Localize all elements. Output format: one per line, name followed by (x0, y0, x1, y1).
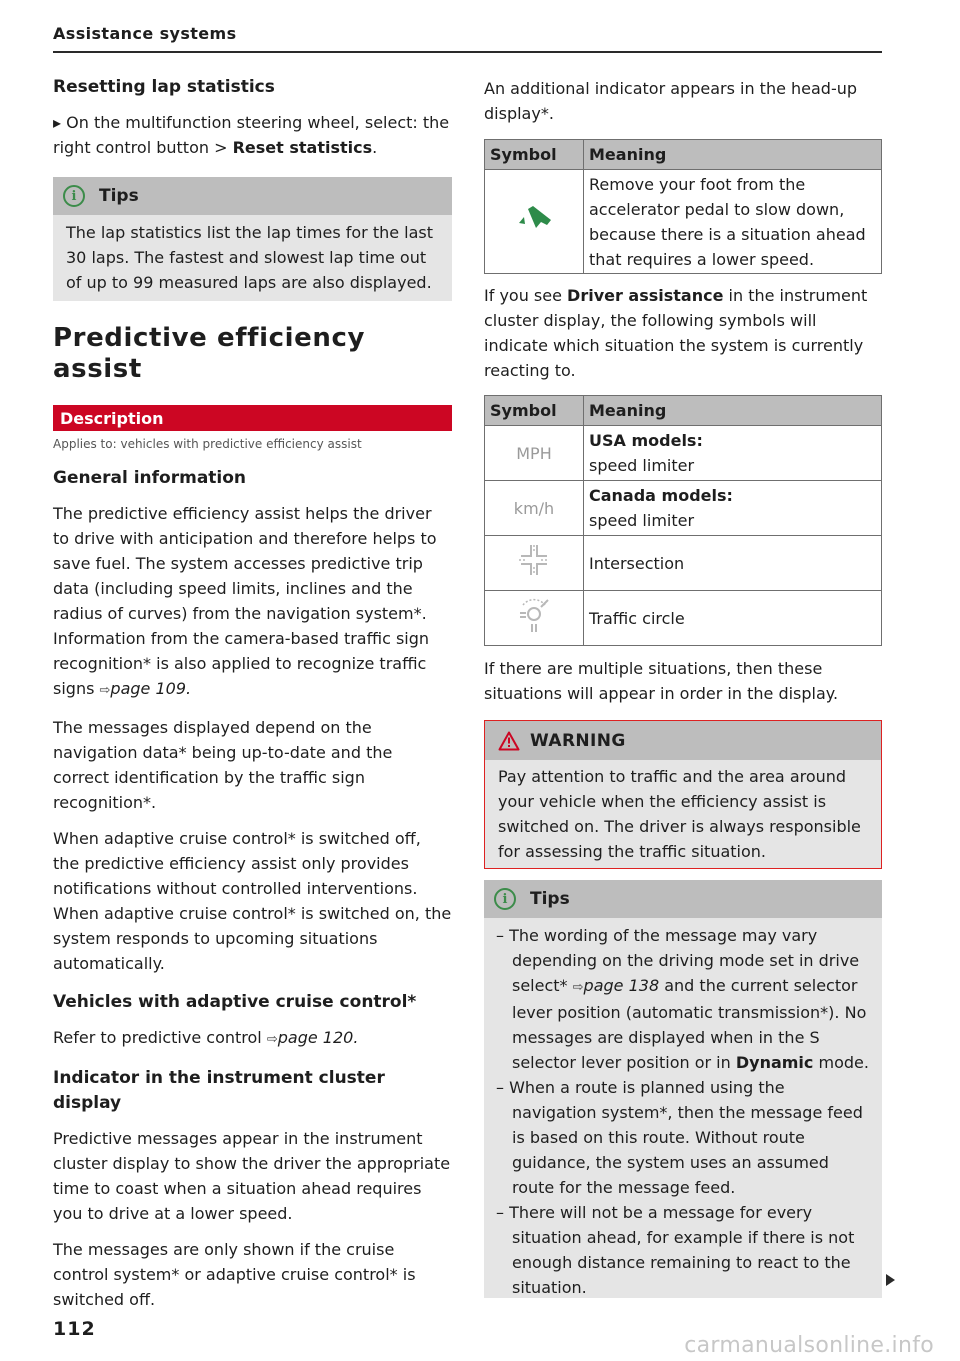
foot-off-pedal-icon (511, 203, 557, 233)
hud-intro: An additional indicator appears in the head-up display*. (484, 79, 858, 123)
page-ref-link[interactable]: page 109 (110, 679, 187, 698)
indicator-title: Indicator in the instrument cluster display (53, 1068, 385, 1113)
reset-step: ▸ On the multifunction steering wheel, select: the right control button > Reset statistics. (53, 113, 450, 157)
table-header-row (485, 396, 882, 426)
table-row (485, 536, 882, 591)
driver-assist-paragraph: If you see Driver assistance in the instrument cluster display, the following symbols will indicate which situation the system is currently reacting to. (484, 286, 868, 380)
table-row (485, 170, 882, 274)
tips-box (53, 177, 452, 301)
indicator-paragraph-2: The messages are only shown if the cruise control system* or adaptive cruise control* is switched off. (53, 1240, 416, 1309)
list-item: – When a route is planned using the navigation system*, then the message feed is based on this route. Without route guidance, the system uses an assumed route for the message feed. (496, 1078, 863, 1197)
info-icon: i (63, 185, 85, 207)
list-item: – The wording of the message may vary depending on the driving mode set in drive select* ⇨page 138 and the current selector lever position (automatic transmission*). No messages are displayed when in the S selector lever position or in Dynamic mode. (496, 926, 869, 1072)
canada-speed-limiter: speed limiter (589, 511, 695, 530)
table-header-row (485, 140, 882, 170)
page-title: Predictive efficiency assist (53, 323, 366, 384)
usa-speed-limiter: speed limiter (589, 456, 695, 475)
page-ref-link[interactable]: page 138 (583, 976, 660, 995)
info-icon: i (494, 888, 516, 910)
reset-statistics-label: Reset statistics (232, 138, 373, 157)
indicator-paragraph-1: Predictive messages appear in the instrument cluster display to show the driver the appropriate time to coast when a situation ahead requires you to drive at a lower speed. (53, 1129, 451, 1223)
page-ref-arrow-icon: ⇨ (99, 683, 111, 698)
col-symbol: Symbol (485, 140, 584, 170)
intersection-meaning: Intersection (584, 536, 882, 591)
acc-text: Refer to predictive control ⇨page 120. (53, 1028, 359, 1047)
warning-triangle-icon (498, 731, 520, 751)
col-symbol: Symbol (485, 396, 584, 426)
usa-models-label: USA models: (589, 431, 703, 450)
general-paragraph-1: The predictive efficiency assist helps the driver to drive with anticipation and therefore helps to save fuel. The system accesses predictive trip data (including speed limits, inclines and the radius of curves) from the navigation system*. Information from the camera-based traffic sign recognition* is also applied to recognize traffic signs ⇨page 109. (53, 504, 437, 698)
hud-symbol-table (484, 139, 882, 274)
continue-arrow-icon (886, 1274, 895, 1286)
watermark: carmanualsonline.info (684, 1333, 934, 1358)
symbol-mph: MPH (485, 426, 584, 481)
table-cell-meaning: Remove your foot from the accelerator pedal to slow down, because there is a situation ahead that requires a lower speed. (584, 170, 882, 274)
page-ref-link[interactable]: page 120 (277, 1028, 354, 1047)
acc-title: Vehicles with adaptive cruise control* (53, 992, 417, 1012)
tips-title: Tips (530, 889, 570, 909)
traffic-circle-icon (517, 597, 551, 633)
right-column (484, 62, 882, 1298)
applies-to: Applies to: vehicles with predictive efficiency assist (53, 437, 362, 451)
canada-models-label: Canada models: (589, 486, 733, 505)
warning-title: WARNING (530, 730, 626, 751)
page-number: 112 (53, 1318, 96, 1340)
list-item: – There will not be a message for every situation ahead, for example if there is not enough distance remaining to react to the situation. (496, 1203, 855, 1297)
table-row (485, 591, 882, 646)
page-ref-arrow-icon: ⇨ (572, 980, 584, 995)
page-ref-arrow-icon: ⇨ (266, 1032, 278, 1047)
intersection-icon (517, 543, 551, 577)
warning-box (484, 720, 882, 869)
general-paragraph-3: When adaptive cruise control* is switched off, the predictive efficiency assist only provides notifications without controlled interventions. When adaptive cruise control* is switched on, the system responds to upcoming situations automatically. (53, 829, 452, 973)
col-meaning: Meaning (584, 140, 882, 170)
warning-body: Pay attention to traffic and the area around your vehicle when the efficiency assist is switched on. The driver is always responsible for assessing the traffic situation. (485, 760, 881, 868)
dynamic-mode-label: Dynamic (735, 1053, 814, 1072)
header-divider (53, 51, 882, 53)
left-column (53, 62, 452, 1312)
table-row (485, 426, 882, 481)
situation-symbol-table (484, 395, 882, 646)
description-bar: Description (53, 405, 452, 431)
table-row (485, 481, 882, 536)
section-header: Assistance systems (53, 24, 237, 43)
driver-assistance-label: Driver assistance (567, 286, 724, 305)
col-meaning: Meaning (584, 396, 882, 426)
symbol-kmh: km/h (485, 481, 584, 536)
tips-body: The lap statistics list the lap times for the last 30 laps. The fastest and slowest lap time out of up to 99 measured laps are also displayed. (66, 223, 434, 292)
tips-title: Tips (99, 186, 139, 206)
multiple-situations: If there are multiple situations, then these situations will appear in order in the display. (484, 659, 839, 703)
traffic-circle-meaning: Traffic circle (584, 591, 882, 646)
general-paragraph-2: The messages displayed depend on the navigation data* being up-to-date and the correct identification by the traffic sign recognition*. (53, 718, 393, 812)
resetting-title: Resetting lap statistics (53, 77, 275, 97)
tips-box (484, 880, 882, 1298)
general-information-title: General information (53, 468, 247, 488)
